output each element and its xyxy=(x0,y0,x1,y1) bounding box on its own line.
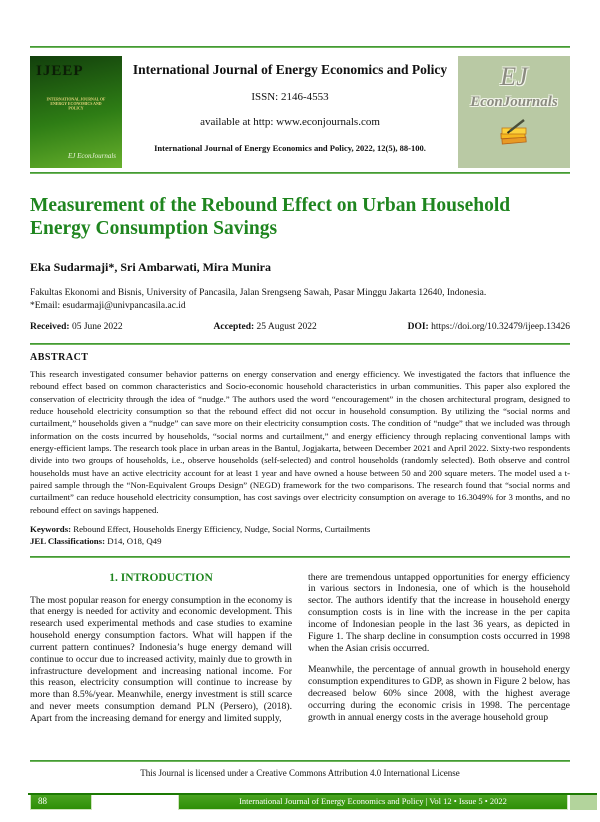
received-date xyxy=(30,322,123,332)
page-number: 88 xyxy=(30,795,92,810)
abstract-text: This research investigated consumer behavior patterns on energy conservation and energy efficiency. We investigated the factors that influence the rebound effect based on common characteristics and Socio-economic household characteristics in urban communities. This paper also explored the conservation of electricity through the idea of “nudge.” The authors used the word “encouragement” in the chosen architectural program, designed to reduce household electricity consumption so that the rebound effect did not occur in household consumption. By utilizing the “social norms and curtailment,” households given a “nudge” can save more on their electricity consumption costs. The condition of “nudge” that we included was through information on the costs incurred by households, “social norms and curtailment,” and energy efficiency through replacing conventional lamps with energy-efficient lamps. The research took place in urban areas in the Bantul, Jogjakarta, between December 2021 and April 2022. Sixty-two respondents divide into two groups of households, i.e., observe households (self-selected) and control households (randomly selected). Both observe and control households must have an active electricity account for at least 1 year and have owned a house between 50 and 200 square meters. The model used a t-paired sample through the “Non-Equivalent Groups Design” (NEGD) framework for the two comparisons. The research found that “social norms and curtailment” can reduce household electricity consumption, has cost savings over electricity consumption on average to 16.3049% for 3 months, and no rebound effect on savings happened. xyxy=(30,369,570,515)
doi xyxy=(408,322,570,332)
ijeep-subtitle-line1: INTERNATIONAL JOURNAL OF xyxy=(46,97,106,102)
footer-bar-tail xyxy=(570,795,597,810)
abstract-heading: ABSTRACT xyxy=(30,352,89,364)
introduction-columns xyxy=(30,572,570,725)
journal-citation: International Journal of Energy Economics and Policy, 2022, 12(5), 88-100. xyxy=(154,142,426,153)
article-meta-row xyxy=(30,322,570,332)
ijeep-subtitle-line2: ENERGY ECONOMICS AND POLICY xyxy=(50,102,102,112)
keywords-value: Rebound Effect, Households Energy Efficiency, Nudge, Social Norms, Curtailments xyxy=(73,523,371,534)
intro-right-paragraph-1: there are tremendous untapped opportunities for energy efficiency in various sectors in Indonesia, one of which is the household sector. The authors identify that the increase in household energy consumption costs is in line with the increase in the per capita income of Indonesian people in the last 36 years, as depicted in Figure 1. The sharp decline in consumption costs occurred in 1998 when the Asian crisis occurred. xyxy=(308,571,570,654)
keywords-line xyxy=(30,524,570,548)
received-label: Received: xyxy=(30,322,70,333)
ijeep-brand: EJ EconJournals xyxy=(67,152,116,161)
intro-column-left xyxy=(30,572,292,725)
page-footer xyxy=(0,760,600,822)
article-title: Measurement of the Rebound Effect on Urban Household Energy Consumption Savings xyxy=(30,195,511,239)
journal-issn: ISSN: 2146-4553 xyxy=(251,90,329,103)
doi-link[interactable]: https://doi.org/10.32479/ijeep.13426 xyxy=(431,322,570,333)
ijeep-acronym: IJEEP xyxy=(36,63,84,79)
intro-left-paragraph: The most popular reason for energy consumption in the economy is that energy is needed for activity and economic development. This research used experimental methods and case studies to examine household energy consumption factors. What will happen if the current pattern continues? Indonesia’s huge energy demand will continue to occur due to increased activity, mainly due to growth in infrastructure development and increasing national income. For this reason, electricity consumption will continue to increase by more than 8.5%/year. Meanwhile, energy investment is still scarce and never meets consumption demand PLN (Persero), (2018). Apart from the increasing demand for energy and limited supply, xyxy=(30,594,292,724)
intro-right-paragraph-2: Meanwhile, the percentage of annual growth in household energy consumption expenditures to GDP, as shown in Figure 2 below, has decreased below 60% since 2008, with the highest average occurring during the economic crisis in 1998. The percentage growth in annual energy costs in the average household group xyxy=(308,664,570,723)
jel-label: JEL Classifications: xyxy=(30,535,106,546)
notes-pencil-icon xyxy=(494,119,534,154)
header-bottom-rule xyxy=(30,172,570,174)
header-center xyxy=(122,56,458,168)
article-body xyxy=(30,194,570,725)
econjournals-logo xyxy=(458,56,570,168)
ijeep-subtitle xyxy=(45,98,107,112)
header-top-rule xyxy=(30,46,570,48)
ijeep-logo xyxy=(30,56,122,168)
accepted-value: 25 August 2022 xyxy=(256,322,317,333)
accepted-date xyxy=(214,322,317,332)
footer-bars xyxy=(0,793,600,811)
article-affiliation: Fakultas Ekonomi and Bisnis, University of Pancasila, Jalan Srengseng Sawah, Pasar Minggu Jakarta 12640, Indonesia. xyxy=(30,288,487,298)
jel-value: D14, O18, Q49 xyxy=(107,535,162,546)
keywords-label: Keywords: xyxy=(30,523,72,534)
journal-title: International Journal of Energy Economics and Policy xyxy=(132,62,448,77)
received-value: 05 June 2022 xyxy=(71,322,123,333)
abstract-bottom-rule xyxy=(30,556,570,558)
journal-page xyxy=(0,46,600,822)
abstract-top-rule xyxy=(30,343,570,345)
introduction-heading: 1. INTRODUCTION xyxy=(109,571,213,584)
accepted-label: Accepted: xyxy=(213,322,255,333)
journal-url-link[interactable]: available at http: www.econjournals.com xyxy=(200,115,380,128)
footer-journal-line: International Journal of Energy Economics and Policy | Vol 12 • Issue 5 • 2022 xyxy=(178,795,568,810)
article-authors: Eka Sudarmaji*, Sri Ambarwati, Mira Munira xyxy=(30,260,272,274)
license-text: This Journal is licensed under a Creative Commons Attribution 4.0 International License xyxy=(140,768,460,778)
footer-rule xyxy=(30,760,570,762)
econjournals-name: EconJournals xyxy=(470,94,558,110)
doi-label: DOI: xyxy=(407,322,429,333)
journal-header xyxy=(30,56,570,168)
intro-column-right xyxy=(308,572,570,725)
author-email-link[interactable]: *Email: esudarmaji@univpancasila.ac.id xyxy=(30,300,186,311)
econjournals-initials: EJ xyxy=(500,62,528,91)
